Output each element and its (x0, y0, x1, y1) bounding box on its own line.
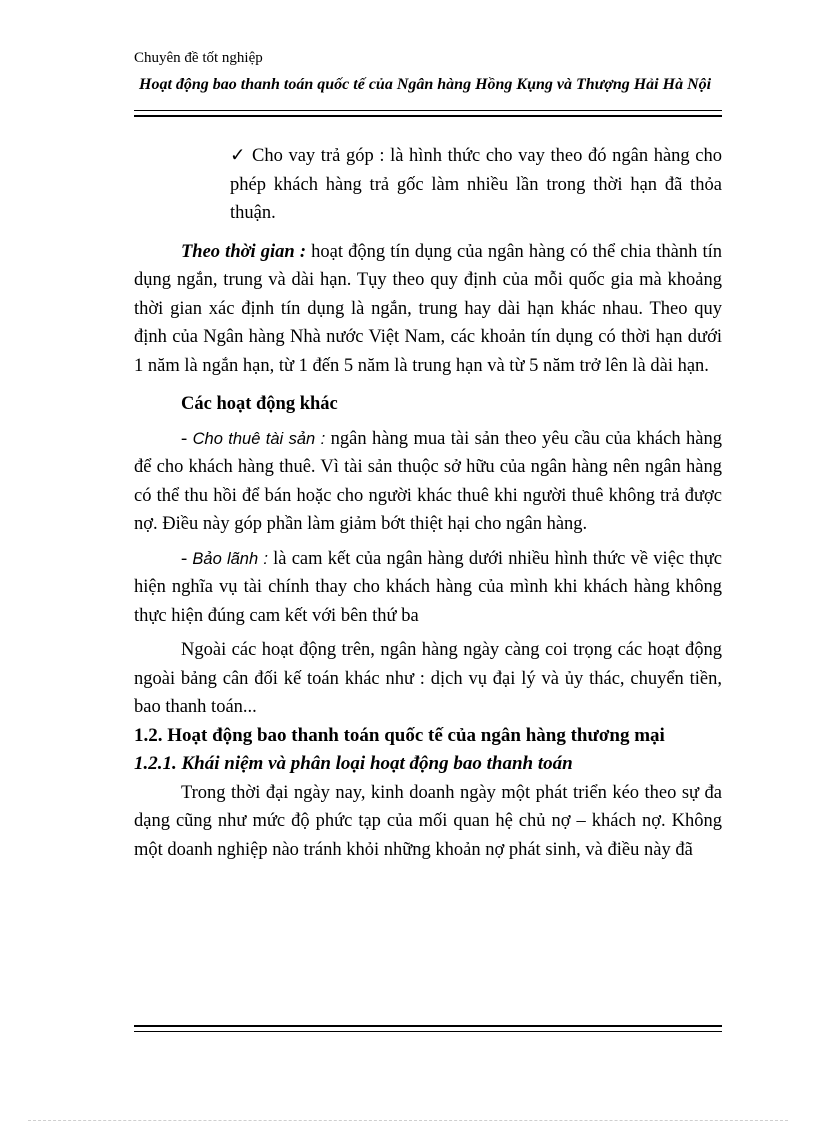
page-break-line (28, 1120, 788, 1121)
section-heading: 1.2. Hoạt động bao thanh toán quốc tế của ngân hàng thương mại (134, 724, 665, 746)
subsection-heading: 1.2.1. Khái niệm và phân loại hoạt động bao thanh toán (134, 753, 573, 774)
header-title: Chuyên đề tốt nghiệp (134, 50, 263, 66)
header-divider (134, 110, 722, 117)
installment-text: Cho vay trả góp : là hình thức cho vay theo đó ngân hàng cho phép khách hàng trả gốc làm nhiều lần trong thời hạn đã thỏa thuận. (230, 146, 722, 223)
last-paragraph: Trong thời đại ngày nay, kinh doanh ngày một phát triển kéo theo sự đa dạng cũng như mức độ phức tạp của mối quan hệ chủ nợ – khách nợ. Không một doanh nghiệp nào tránh khỏi những khoản nợ phát sinh, và điều này đã (134, 782, 722, 860)
time-paragraph (134, 238, 722, 381)
body-text (134, 142, 722, 864)
guarantee-text: là cam kết của ngân hàng dưới nhiều hình thức về việc thực hiện nghĩa vụ tài chính thay cho khách hàng của mình khi khách hàng không thực hiện đúng cam kết với bên thứ ba (134, 548, 722, 626)
installment-paragraph (134, 142, 722, 228)
footer-divider (134, 1025, 722, 1032)
guarantee-label: Bảo lãnh : (192, 549, 268, 568)
time-label: Theo thời gian : (181, 241, 307, 262)
leasing-text: ngân hàng mua tài sản theo yêu cầu của khách hàng để cho khách hàng thuê. Vì tài sản thuộc sở hữu của ngân hàng nên ngân hàng có thể thu hồi để bán hoặc cho người khác thuê khi người thuê không trả được nợ. Điều này góp phần làm giảm bớt thiệt hại cho ngân hàng. (134, 428, 722, 534)
checkmark-icon: ✓ (230, 146, 246, 166)
leasing-paragraph: - Cho thuê tài sản : ngân hàng mua tài sản theo yêu cầu của khách hàng để cho khách hàng thuê. Vì tài sản thuộc sở hữu của ngân hàng nên ngân hàng có thể thu hồi để bán hoặc cho người khác thuê khi người thuê không trả được nợ. Điều này góp phần làm giảm bớt thiệt hại cho ngân hàng. (134, 428, 722, 534)
other-activities-heading: Các hoạt động khác (181, 394, 338, 414)
guarantee-paragraph: - Bảo lãnh : là cam kết của ngân hàng dưới nhiều hình thức về việc thực hiện nghĩa vụ tài chính thay cho khách hàng của mình khi khách hàng không thực hiện đúng cam kết với bên thứ ba (134, 548, 722, 626)
besides-paragraph: Ngoài các hoạt động trên, ngân hàng ngày càng coi trọng các hoạt động ngoài bảng cân đối kế toán khác như : dịch vụ đại lý và ủy thác, chuyển tiền, bao thanh toán... (134, 640, 722, 717)
time-text: hoạt động tín dụng của ngân hàng có thể chia thành tín dụng ngắn, trung và dài hạn. Tụy theo quy định của mỗi quốc gia mà khoảng thời gian xác định tín dụng là ngắn, trung hay dài hạn khác nhau. Theo quy định của Ngân hàng Nhà nước Việt Nam, các khoản tín dụng có thời hạn dưới 1 năm là ngắn hạn, từ 1 đến 5 năm là trung hạn và từ 5 năm trở lên là dài hạn. (134, 241, 722, 376)
header-subtitle: Hoạt động bao thanh toán quốc tế của Ngân hàng Hồng Kụng và Thượng Hải Hà Nội (139, 76, 712, 93)
leasing-label: Cho thuê tài sản : (192, 429, 326, 448)
